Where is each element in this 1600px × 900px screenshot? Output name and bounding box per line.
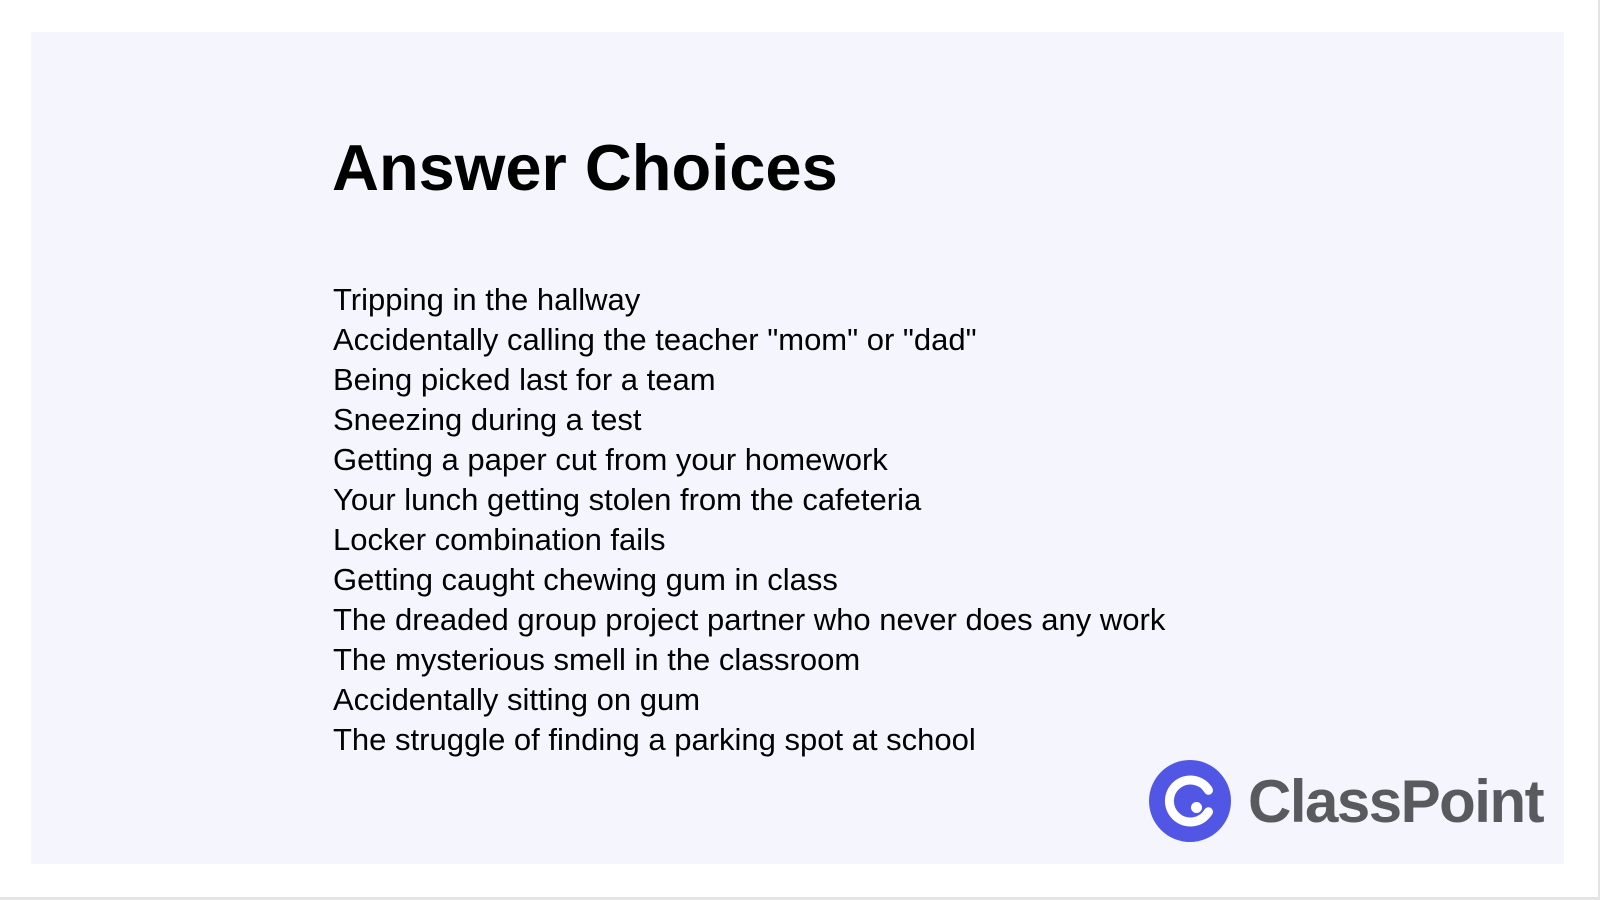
answer-choice: Your lunch getting stolen from the cafeteria xyxy=(333,482,922,517)
slide xyxy=(31,32,1564,864)
answer-choice: Sneezing during a test xyxy=(333,402,642,437)
answer-choice: The dreaded group project partner who never does any work xyxy=(333,602,1166,637)
answer-choice: Accidentally sitting on gum xyxy=(333,682,701,717)
answer-choice: Accidentally calling the teacher "mom" or "dad" xyxy=(333,322,977,357)
answer-choice: Getting caught chewing gum in class xyxy=(333,562,838,597)
answer-choice: Tripping in the hallway xyxy=(333,282,641,317)
answer-choice: Locker combination fails xyxy=(333,522,666,557)
answer-choices-list xyxy=(333,280,1165,760)
answer-choice: The struggle of finding a parking spot at school xyxy=(333,722,976,757)
answer-choice: The mysterious smell in the classroom xyxy=(333,642,861,677)
classpoint-logo-icon xyxy=(1148,759,1232,843)
classpoint-logo xyxy=(1148,759,1543,843)
logo-text: ClassPoint xyxy=(1248,767,1544,835)
answer-choice: Getting a paper cut from your homework xyxy=(333,442,888,477)
answer-choice: Being picked last for a team xyxy=(333,362,716,397)
slide-title: Answer Choices xyxy=(332,131,838,204)
